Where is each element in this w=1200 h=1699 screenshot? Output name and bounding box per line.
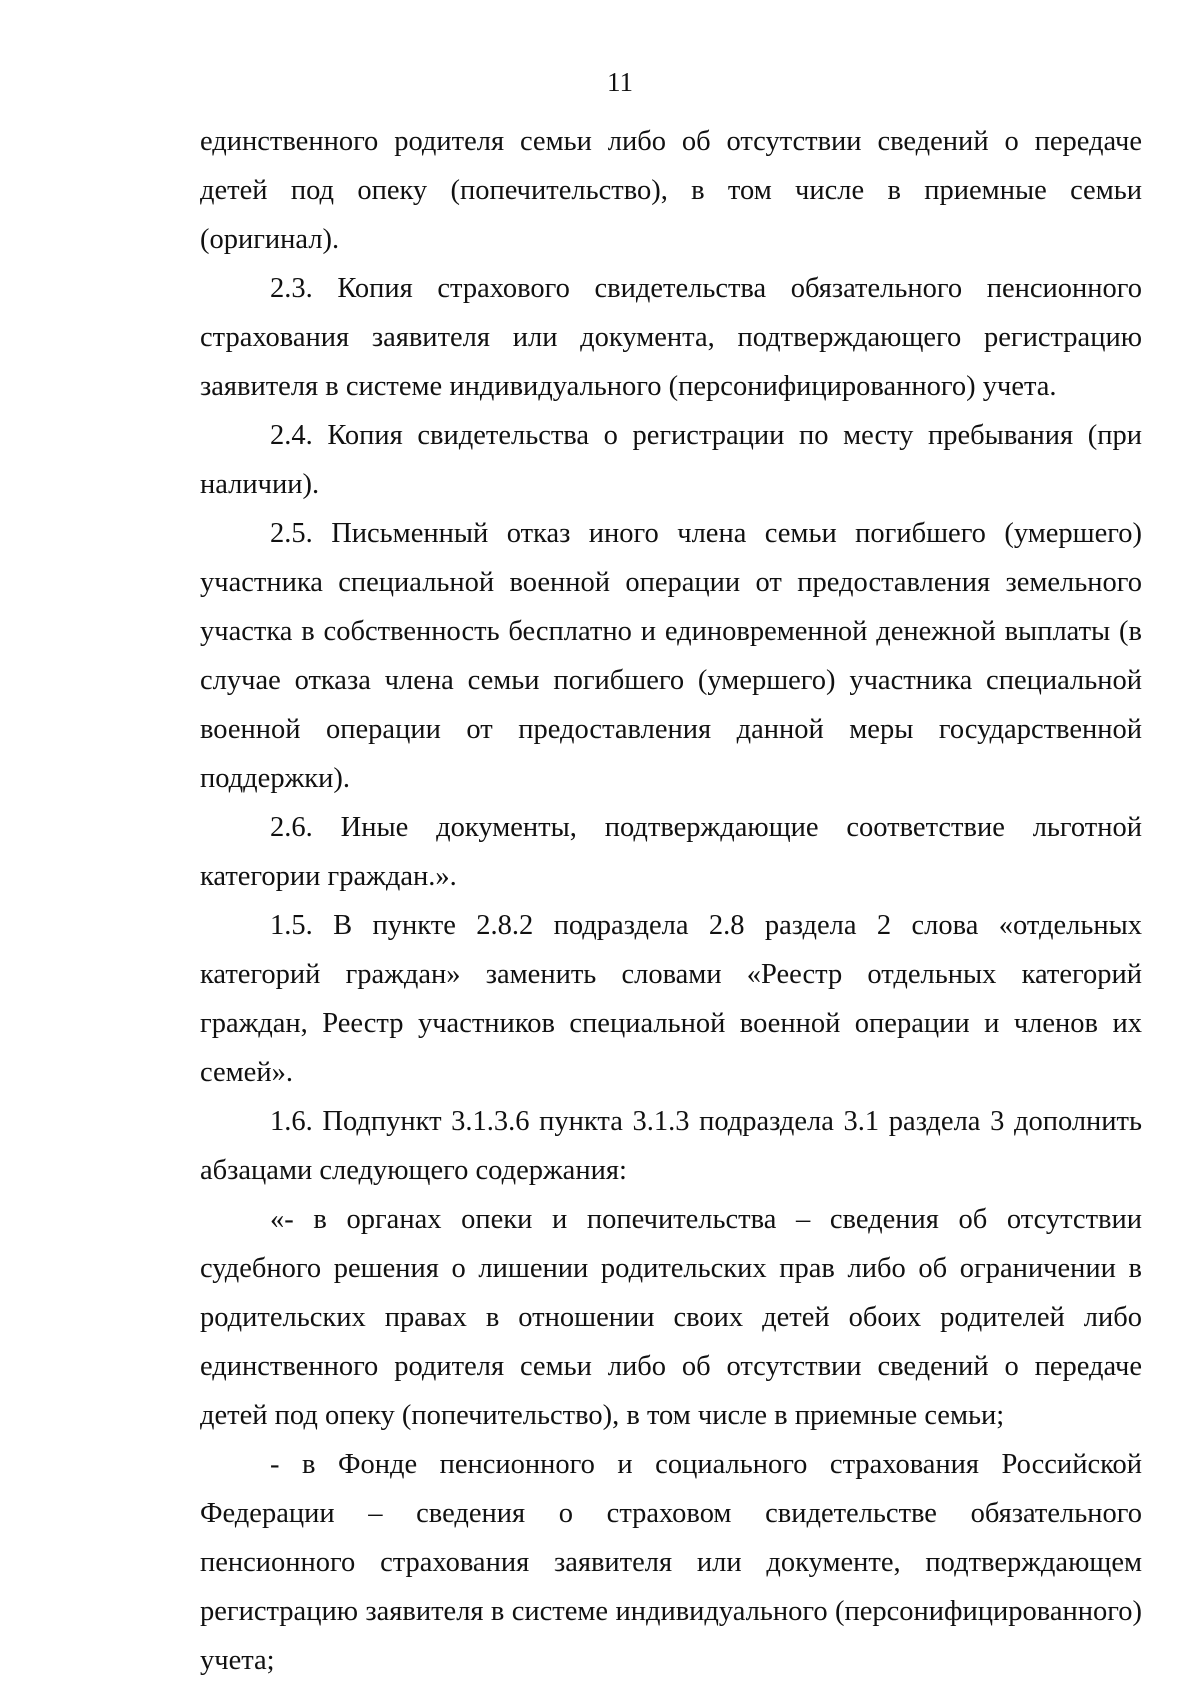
- paragraph-quote-guardianship: «- в органах опеки и попечительства – сведения об отсутствии судебного решения о лишении родительских прав либо об ограничении в родительских правах в отношении своих детей обоих родителей либо единственного родителя семьи либо об отсутствии сведений о передаче детей под опеку (попечительство), в том числе в приемные семьи;: [200, 1204, 1142, 1431]
- paragraph-item-2-5: 2.5. Письменный отказ иного члена семьи погибшего (умершего) участника специальной военной операции от предоставления земельного участка в собственность бесплатно и единовременной денежной выплаты (в случае отказа члена семьи погибшего (умершего) участника специальной военной операции от предоставления данной меры государственной поддержки).: [200, 518, 1142, 794]
- paragraph-item-1-6: 1.6. Подпункт 3.1.3.6 пункта 3.1.3 подраздела 3.1 раздела 3 дополнить абзацами следующего содержания:: [200, 1106, 1142, 1186]
- paragraph-quote-pension-fund: - в Фонде пенсионного и социального страхования Российской Федерации – сведения о страховом свидетельстве обязательного пенсионного страхования заявителя или документе, подтверждающем регистрацию заявителя в системе индивидуального (персонифицированного) учета;: [200, 1449, 1142, 1676]
- paragraph-item-2-4: 2.4. Копия свидетельства о регистрации по месту пребывания (при наличии).: [200, 420, 1142, 500]
- document-body: [200, 117, 1142, 1685]
- paragraph-item-1-5: 1.5. В пункте 2.8.2 подраздела 2.8 раздела 2 слова «отдельных категорий граждан» заменить словами «Реестр отдельных категорий граждан, Реестр участников специальной военной операции и членов их семей».: [200, 910, 1142, 1088]
- page-number: 11: [607, 67, 633, 97]
- paragraph-item-2-6: 2.6. Иные документы, подтверждающие соответствие льготной категории граждан.».: [200, 812, 1142, 892]
- paragraph-item-2-3: 2.3. Копия страхового свидетельства обязательного пенсионного страхования заявителя или документа, подтверждающего регистрацию заявителя в системе индивидуального (персонифицированного) учета.: [200, 273, 1142, 402]
- paragraph-continuation: единственного родителя семьи либо об отсутствии сведений о передаче детей под опеку (попечительство), в том числе в приемные семьи (оригинал).: [200, 126, 1142, 255]
